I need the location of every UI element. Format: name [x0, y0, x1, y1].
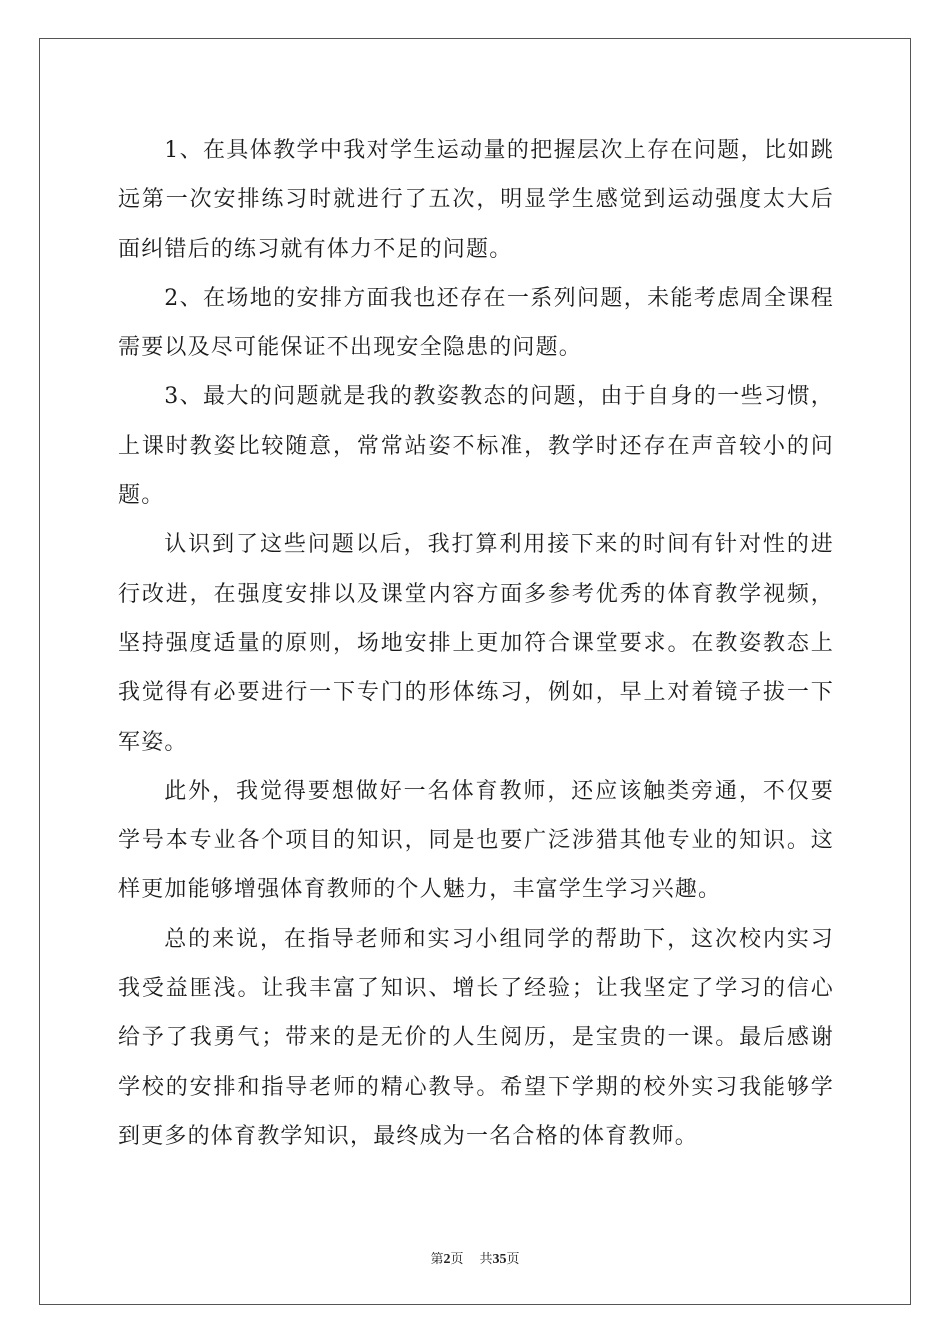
paragraph-3: 3、最大的问题就是我的教姿教态的问题，由于自身的一些习惯，上课时教姿比较随意，常常站姿不标准，教学时还存在声音较小的问题。 — [118, 384, 834, 509]
page-prefix: 第 — [430, 1252, 444, 1267]
total-prefix: 共 — [479, 1252, 493, 1267]
paragraph-2: 2、在场地的安排方面我也还存在一系列问题，未能考虑周全课程需要以及尽可能保证不出现安全隐患的问题。 — [118, 285, 834, 361]
page-suffix: 页 — [450, 1252, 464, 1267]
paragraph-4: 认识到了这些问题以后，我打算利用接下来的时间有针对性的进行改进，在强度安排以及课堂内容方面多参考优秀的体育教学视频，坚持强度适量的原则，场地安排上更加符合课堂要求。在教姿教态上我觉得有必要进行一下专门的形体练习，例如，早上对着镜子拔一下军姿。 — [118, 532, 834, 755]
paragraph-5: 此外，我觉得要想做好一名体育教师，还应该触类旁通，不仅要学号本专业各个项目的知识，同是也要广泛涉猎其他专业的知识。这样更加能够增强体育教师的个人魅力，丰富学生学习兴趣。 — [118, 778, 834, 903]
total-suffix: 页 — [506, 1252, 520, 1267]
paragraph-1: 1、在具体教学中我对学生运动量的把握层次上存在问题，比如跳远第一次安排练习时就进行了五次，明显学生感觉到运动强度太大后面纠错后的练习就有体力不足的问题。 — [118, 138, 834, 262]
document-body — [118, 126, 834, 1161]
paragraph-6: 总的来说，在指导老师和实习小组同学的帮助下，这次校内实习我受益匪浅。让我丰富了知识、增长了经验；让我坚定了学习的信心给予了我勇气；带来的是无价的人生阅历，是宝贵的一课。最后感谢学校的安排和指导老师的精心教导。希望下学期的校外实习我能够学到更多的体育教学知识，最终成为一名合格的体育教师。 — [118, 926, 834, 1149]
page-number: 2 — [443, 1252, 451, 1267]
total-pages: 35 — [492, 1252, 507, 1267]
page-footer — [0, 1248, 950, 1268]
